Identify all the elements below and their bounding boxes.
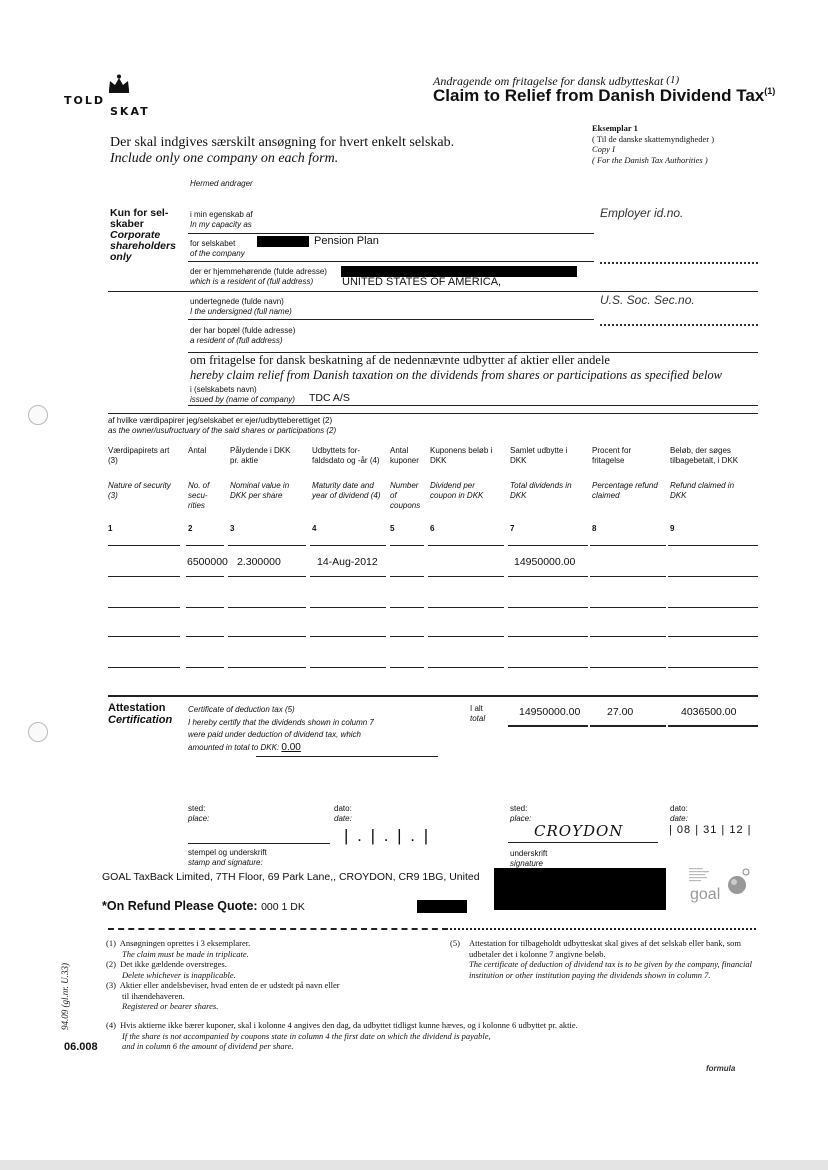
col-header-4: Udbyttets for-faldsdato og -år (4) (312, 446, 380, 465)
total-label: I alt total (470, 704, 486, 723)
table-rule (310, 636, 386, 637)
table-rule (428, 576, 504, 577)
col-header-1: Værdipapirets art (3) (108, 446, 170, 465)
company-value: Pension Plan (314, 235, 379, 247)
col-header-1-en: Nature of security (3) (108, 481, 171, 500)
col-header-2: Antal (188, 446, 207, 455)
ssn-label: U.S. Soc. Sec.no. (600, 293, 695, 307)
owner-label: af hvilke værdipapirer jeg/selskabet er ejer/udbytteberettiget (2) as the owner/usufructuary of the said shares or participations (2) (108, 416, 337, 435)
logo-line2: SKAT (110, 105, 150, 118)
corporate-da: Kun for sel- skaber (110, 207, 169, 230)
col-header-6-en: Dividend per coupon in DKK (430, 481, 484, 500)
footnote-5-num: (5) (450, 938, 460, 948)
place-value: CROYDON (534, 822, 624, 840)
place-label-left: sted: place: (188, 804, 210, 823)
table-rule (186, 545, 224, 546)
title-english: Claim to Relief from Danish Dividend Tax$^{(1)}$ (433, 86, 776, 105)
col-header-8: Procent for fritagelse (592, 446, 632, 465)
text-lines-icon (688, 866, 718, 884)
agent-address: GOAL TaxBack Limited, 7TH Floor, 69 Park Lane,, CROYDON, CR9 1BG, United (102, 871, 480, 883)
col-num-3: 3 (230, 524, 235, 533)
table-rule (310, 667, 386, 668)
table-rule (668, 636, 758, 637)
col-header-3-en: Nominal value in DKK per share (230, 481, 290, 500)
table-rule (310, 607, 386, 608)
col-num-8: 8 (592, 524, 597, 533)
table-rule (428, 607, 504, 608)
employer-id-field[interactable] (600, 262, 758, 264)
table-rule (508, 545, 588, 546)
table-rule (668, 607, 758, 608)
table-rule (108, 667, 180, 668)
col-header-4-en: Maturity date and year of dividend (4) (312, 481, 381, 500)
separator-dotted (450, 928, 756, 930)
certificate-text: Certificate of deduction tax (5) I hereby certify that the dividends shown in column 7 were paid under deduction of dividend tax, which amounted in total to DKK: 0.00 (188, 705, 374, 753)
toldskat-logo (64, 74, 176, 118)
cell-quantity: 6500000 (187, 556, 228, 568)
table-rule (108, 636, 180, 637)
employer-id-label: Employer id.no. (600, 206, 684, 220)
table-rule (108, 545, 180, 546)
footnotes-left: (1) Ansøgningen oprettes i 3 eksemplarer. The claim must be made in triplicate. (2) Det ikke gældende overstreges. Delete whichever is inapplicable. (3) Aktier eller andelsbeviser, hvad enten de er udstedt på navn eller til ihændehaveren. Registered or bearer shares. (106, 938, 340, 1011)
table-rule (228, 667, 306, 668)
claim-text: om fritagelse for dansk beskatning af de nedennævnte udbytter af aktier eller andele hereby claim relief from Danish taxation on the dividends from shares or participations as specified below (190, 353, 723, 382)
quote-value: 000 1 DK (261, 901, 305, 913)
title-danish: Andragende om fritagelse for dansk udbytteskat (1) (433, 74, 680, 88)
signature-label: underskrift signature (510, 849, 548, 868)
table-rule (108, 576, 180, 577)
col-header-3: Pålydende i DKK pr. aktie (230, 446, 291, 465)
redaction (417, 900, 467, 913)
goal-ball-icon (726, 874, 748, 896)
table-rule (508, 667, 588, 668)
residence-label: der har bopæl (fulde adresse) a resident of (full address) (190, 326, 296, 345)
table-rule (590, 636, 666, 637)
goal-dot-icon (742, 868, 750, 876)
punch-hole (28, 405, 48, 425)
table-rule (590, 667, 666, 668)
issued-label: i (selskabets navn) issued by (name of company) (190, 385, 295, 404)
col-num-4: 4 (312, 524, 317, 533)
table-rule (508, 607, 588, 608)
table-rule (310, 545, 386, 546)
address-value: UNITED STATES OF AMERICA, (342, 276, 502, 288)
table-rule (508, 576, 588, 577)
table-rule (310, 576, 386, 577)
date-label-left: dato: date: (334, 804, 352, 823)
col-num-6: 6 (430, 524, 435, 533)
table-rule (390, 545, 424, 546)
col-header-8-en: Percentage refund claimed (592, 481, 658, 500)
table-rule (228, 607, 306, 608)
table-rule (390, 576, 424, 577)
total-percentage: 27.00 (607, 706, 634, 718)
table-rule (668, 667, 758, 668)
side-code: 94.09 (gl.nr. U.33) (60, 963, 70, 1030)
redaction (257, 236, 309, 247)
punch-hole (28, 722, 48, 742)
date-label-right: dato: date: (670, 804, 688, 823)
table-rule (108, 607, 180, 608)
cell-nominal: 2.300000 (237, 556, 281, 568)
table-rule (390, 667, 424, 668)
col-num-9: 9 (670, 524, 675, 533)
col-num-5: 5 (390, 524, 395, 533)
table-rule (590, 545, 666, 546)
undersigned-label: undertegnede (fulde navn) I the undersigned (full name) (190, 297, 292, 316)
total-dividends: 14950000.00 (519, 706, 581, 718)
place-label-right: sted: place: (510, 804, 532, 823)
table-rule (590, 576, 666, 577)
footnote-4: (4) Hvis aktierne ikke bærer kuponer, skal i kolonne 4 angives den dag, da udbyttet tidligst kunne hæves, og i kolonne 6 udbyttet pr. aktie. If the share is not accompanied by coupons state in column 4 the first date on which the dividend is payable, and in column 6 the amount of dividend per share. (106, 1020, 578, 1051)
company-label: for selskabet of the company (190, 239, 245, 258)
table-rule (428, 667, 504, 668)
col-header-5: Antal kuponer (390, 446, 419, 465)
table-rule (668, 545, 758, 546)
col-num-1: 1 (108, 524, 113, 533)
ssn-field[interactable] (600, 324, 758, 326)
col-num-7: 7 (510, 524, 515, 533)
table-rule (390, 636, 424, 637)
intro: Der skal indgives særskilt ansøgning for hvert enkelt selskab. Include only one company on each form. (110, 135, 455, 166)
hereby-label: Hermed andrager (190, 179, 253, 188)
table-rule (186, 636, 224, 637)
table-rule (508, 636, 588, 637)
scan-border (0, 1160, 828, 1170)
stamp-label: stempel og underskrift stamp and signature: (188, 848, 267, 867)
capacity-label: i min egenskab af In my capacity as (190, 210, 253, 229)
address-label: der er hjemmehørende (fulde adresse) which is a resident of (full address) (190, 267, 327, 286)
footnote-5: Attestation for tilbageholdt udbytteskat skal gives af det selskab eller bank, som udbetaler det i kolonne 7 angivne beløb. The certificate of deduction of dividend tax is to be given by the company, financial institution or other institution paying the dividends shown in column 7. (469, 938, 753, 980)
goal-logo (688, 866, 754, 910)
goal-brand: goal (690, 886, 721, 903)
table-rule (668, 576, 758, 577)
col-header-9-en: Refund claimed in DKK (670, 481, 735, 500)
printer-mark: formula (706, 1064, 736, 1073)
col-header-7: Samlet udbytte i DKK (510, 446, 568, 465)
copy-info: Eksemplar 1 ( Til de danske skattemyndigheder ) Copy I ( For the Danish Tax Authorities ) (592, 123, 715, 165)
date-value: | 08 | 31 | 12 | (669, 824, 752, 836)
date-blank: | . | . | . | (344, 826, 431, 845)
cell-maturity: 14-Aug-2012 (317, 556, 378, 568)
table-rule (228, 636, 306, 637)
signature-redaction (494, 868, 666, 910)
crown-icon (106, 74, 132, 94)
separator-dashed (108, 928, 448, 930)
col-header-7-en: Total dividends in DKK (510, 481, 572, 500)
col-header-6: Kuponens beløb i DKK (430, 446, 493, 465)
cell-total: 14950000.00 (514, 556, 576, 568)
table-rule (428, 545, 504, 546)
table-rule (428, 636, 504, 637)
table-rule (228, 576, 306, 577)
logo-line1: TOLD (64, 94, 105, 107)
form-code: 06.008 (64, 1041, 98, 1053)
table-rule (390, 607, 424, 608)
table-rule (186, 667, 224, 668)
table-rule (186, 576, 224, 577)
quote-line: *On Refund Please Quote: 000 1 DK (102, 899, 305, 913)
col-header-2-en: No. of secu-rities (188, 481, 210, 510)
table-rule (186, 607, 224, 608)
col-num-2: 2 (188, 524, 193, 533)
table-rule (590, 607, 666, 608)
attestation-title: Attestation Certification (108, 702, 173, 726)
col-header-9: Beløb, der søges tilbagebetalt, i DKK (670, 446, 739, 465)
issuer-value: TDC A/S (309, 392, 350, 404)
corporate-en: Corporate shareholders only (110, 229, 176, 263)
cert-amount: 0.00 (281, 741, 301, 753)
col-header-5-en: Number of coupons (390, 481, 421, 510)
total-refund: 4036500.00 (681, 706, 737, 718)
table-rule (228, 545, 306, 546)
